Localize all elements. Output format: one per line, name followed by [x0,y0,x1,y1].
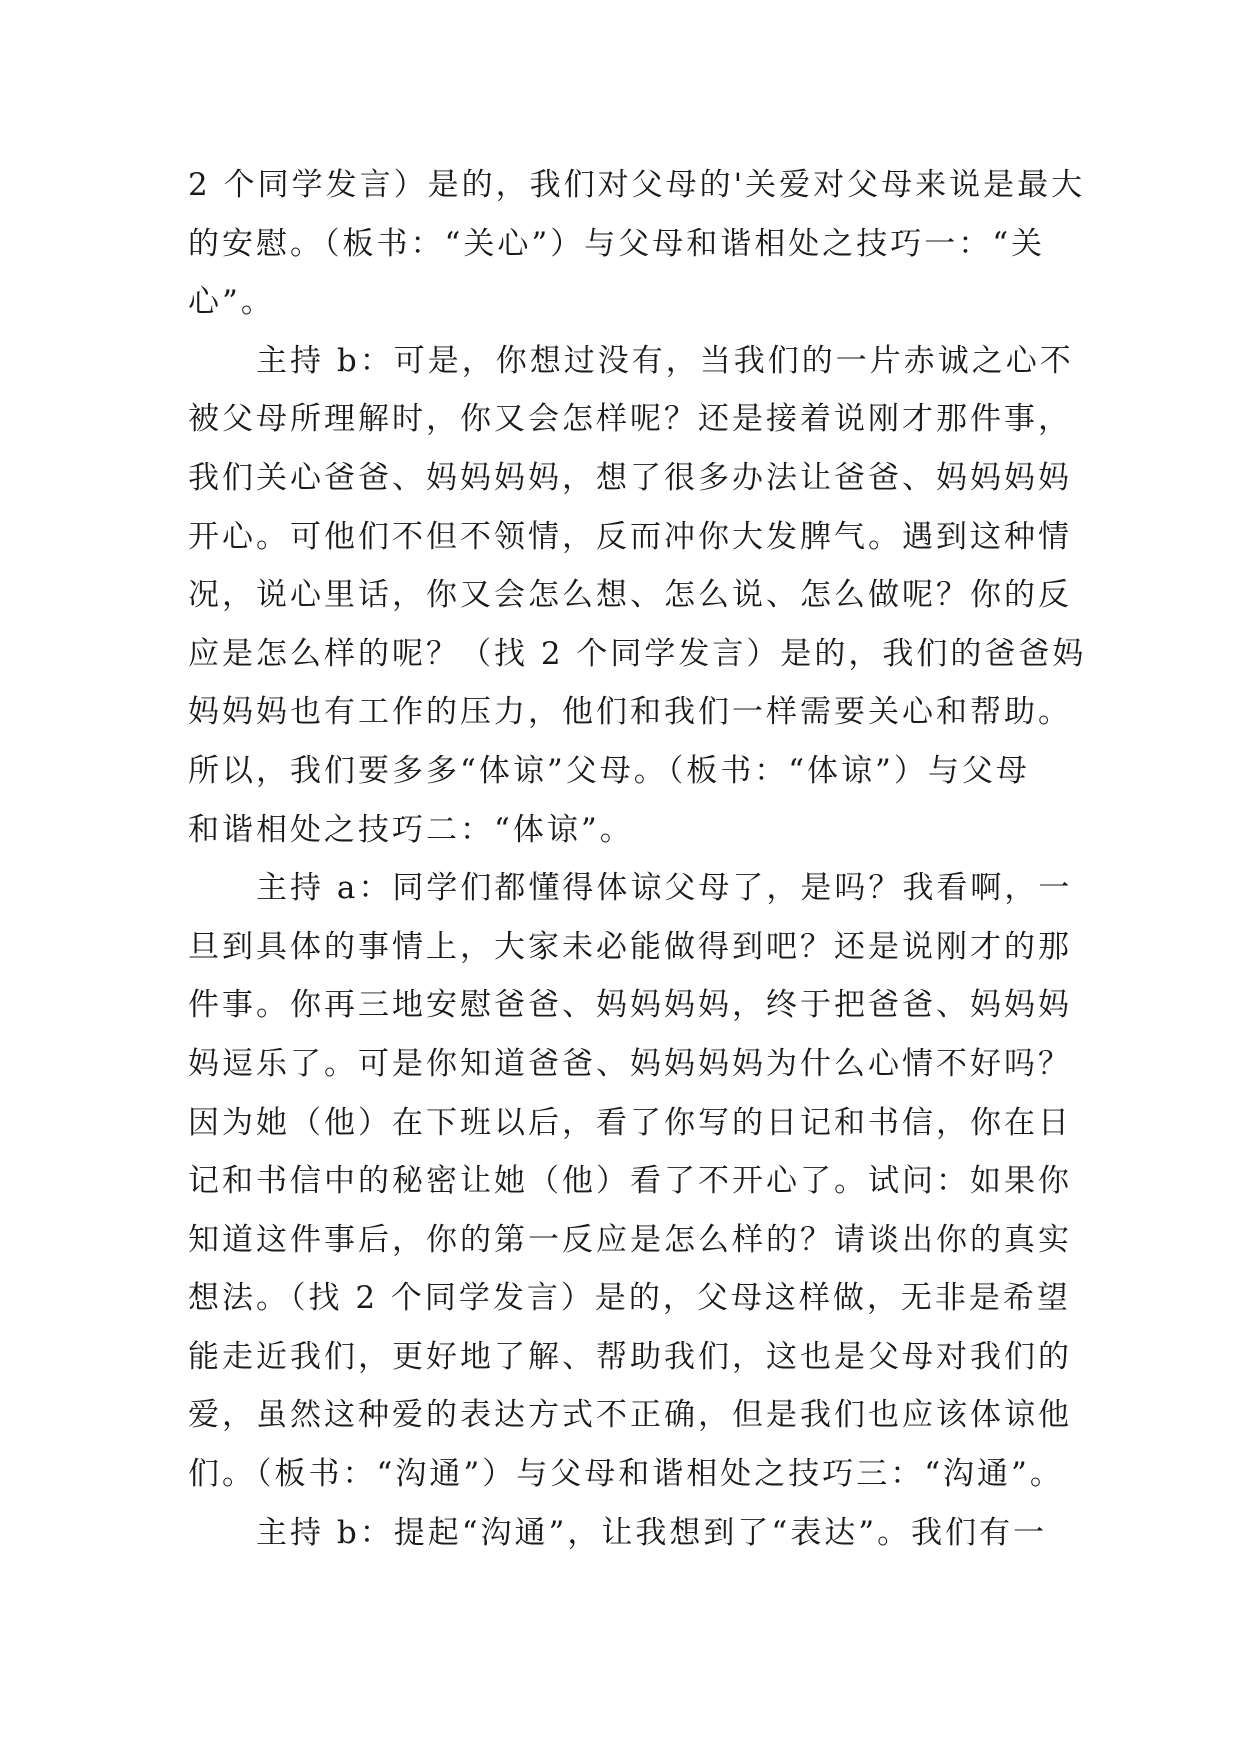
text-line: 能走近我们，更好地了解、帮助我们，这也是父母对我们的 [188,1338,1072,1375]
text-line: 想法。（找 2 个同学发言）是的，父母这样做，无非是希望 [188,1280,1071,1317]
text-line: 被父母所理解时，你又会怎样呢？还是接着说刚才那件事， [188,401,1072,438]
text-line: 和谐相处之技巧二：“体谅”。 [188,811,634,848]
paragraph-first-line: 主持 b：提起“沟通”，让我想到了“表达”。我们有一 [256,1514,1048,1551]
text-line: 件事。你再三地安慰爸爸、妈妈妈妈，终于把爸爸、妈妈妈 [188,987,1072,1024]
text-line: 心”。 [188,284,275,321]
text-line: 开心。可他们不但不领情，反而冲你大发脾气。遇到这种情 [188,518,1072,555]
text-line: 爱，虽然这种爱的表达方式不正确，但是我们也应该体谅他 [188,1397,1072,1434]
text-line: 2 个同学发言）是的，我们对父母的'关爱对父母来说是最大 [188,167,1086,203]
text-line: 的安慰。（板书：“关心”）与父母和谐相处之技巧一：“关 [188,225,1046,262]
text-line: 知道这件事后，你的第一反应是怎么样的？请谈出你的真实 [188,1221,1072,1258]
text-line: 应是怎么样的呢？（找 2 个同学发言）是的，我们的爸爸妈 [188,635,1087,672]
document-body [188,156,1088,1562]
text-line: 我们关心爸爸、妈妈妈妈，想了很多办法让爸爸、妈妈妈妈 [188,459,1072,496]
paragraph-first-line: 主持 a：同学们都懂得体谅父母了，是吗？我看啊，一 [256,870,1073,907]
text-line: 记和书信中的秘密让她（他）看了不开心了。试问：如果你 [188,1163,1072,1200]
text-line: 旦到具体的事情上，大家未必能做得到吧？还是说刚才的那 [188,928,1072,965]
text-line: 妈妈妈也有工作的压力，他们和我们一样需要关心和帮助。 [188,694,1072,731]
text-line: 所以，我们要多多“体谅”父母。（板书：“体谅”）与父母 [188,752,1030,789]
paragraph-first-line: 主持 b：可是，你想过没有，当我们的一片赤诚之心不 [256,342,1074,379]
text-line: 妈逗乐了。可是你知道爸爸、妈妈妈妈为什么心情不好吗？ [188,1045,1072,1082]
text-line: 因为她（他）在下班以后，看了你写的日记和书信，你在日 [188,1104,1072,1141]
text-line: 们。（板书：“沟通”）与父母和谐相处之技巧三：“沟通”。 [188,1456,1064,1493]
text-line: 况，说心里话，你又会怎么想、怎么说、怎么做呢？你的反 [188,577,1072,614]
